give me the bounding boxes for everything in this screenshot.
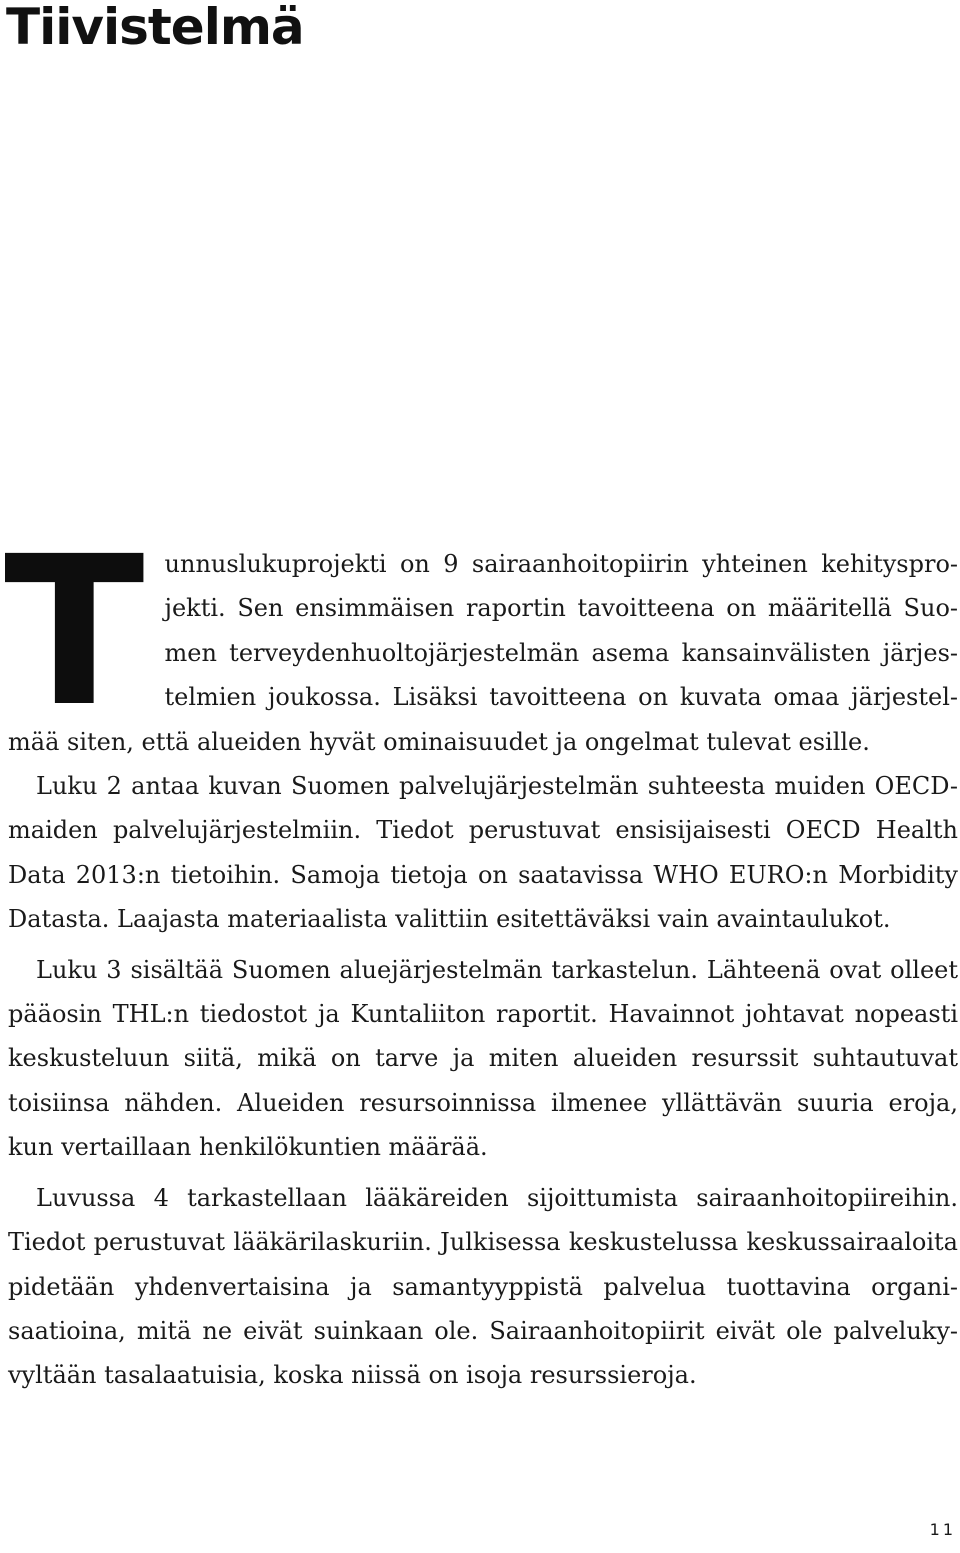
- paragraph-intro: [4, 512, 958, 764]
- paragraph-chapter-2: Luku 2 antaa kuvan Suomen palvelujärjestelmän suhteesta muiden OECD-maiden palvelujärjestelmiin. Tiedot perustuvat ensisijaisesti OECD Health Data 2013:n tietoihin. Samoja tietoja on saatavissa WHO EURO:n Morbidity Datasta. Laajasta materiaalista valittiin esitettäväksi vain avaintaulukot.: [8, 772, 958, 934]
- paragraph-chapter-3: Luku 3 sisältää Suomen aluejärjestelmän tarkastelun. Lähteenä ovat olleet pääosin THL:n tiedostot ja Kuntaliiton raportit. Havainnot johtavat nopeasti keskusteluun siitä, mikä on tarve ja miten alueiden resurssit suhtautuvat toisiinsa nähden. Alueiden resursoinnissa ilmenee yllättävän suuria eroja, kun vertaillaan henkilökuntien määrää.: [8, 955, 958, 1162]
- page-number: 11: [929, 1520, 956, 1539]
- paragraph-chapter-4: Luvussa 4 tarkastellaan lääkäreiden sijoittumista sairaanhoitopiireihin. Tiedot perustuvat lääkärilaskuriin. Julkisessa keskustelussa keskussairaaloita pidetään yhdenvertaisina ja samantyyppistä palvelua tuottavina organisaatioina, mitä ne eivät suinkaan ole. Sairaanhoitopiirit eivät ole palvelukyvyltään tasalaatuisia, koska niissä on isoja resurssieroja.: [8, 1183, 958, 1390]
- paragraph-intro-text: unnuslukuprojekti on 9 sairaanhoitopiirin yhteinen kehitysprojekti. Sen ensimmäisen raportin tavoitteena on määritellä Suomen terveydenhuoltojärjestelmän asema kansainvälisten järjestelmien joukossa. Lisäksi tavoitteena on kuvata omaa järjestelmää siten, että alueiden hyvät ominaisuudet ja ongelmat tulevat esille.: [8, 550, 958, 756]
- summary-text: [4, 512, 958, 1398]
- drop-cap: T: [4, 512, 145, 752]
- page-title: Tiivistelmä: [6, 0, 304, 56]
